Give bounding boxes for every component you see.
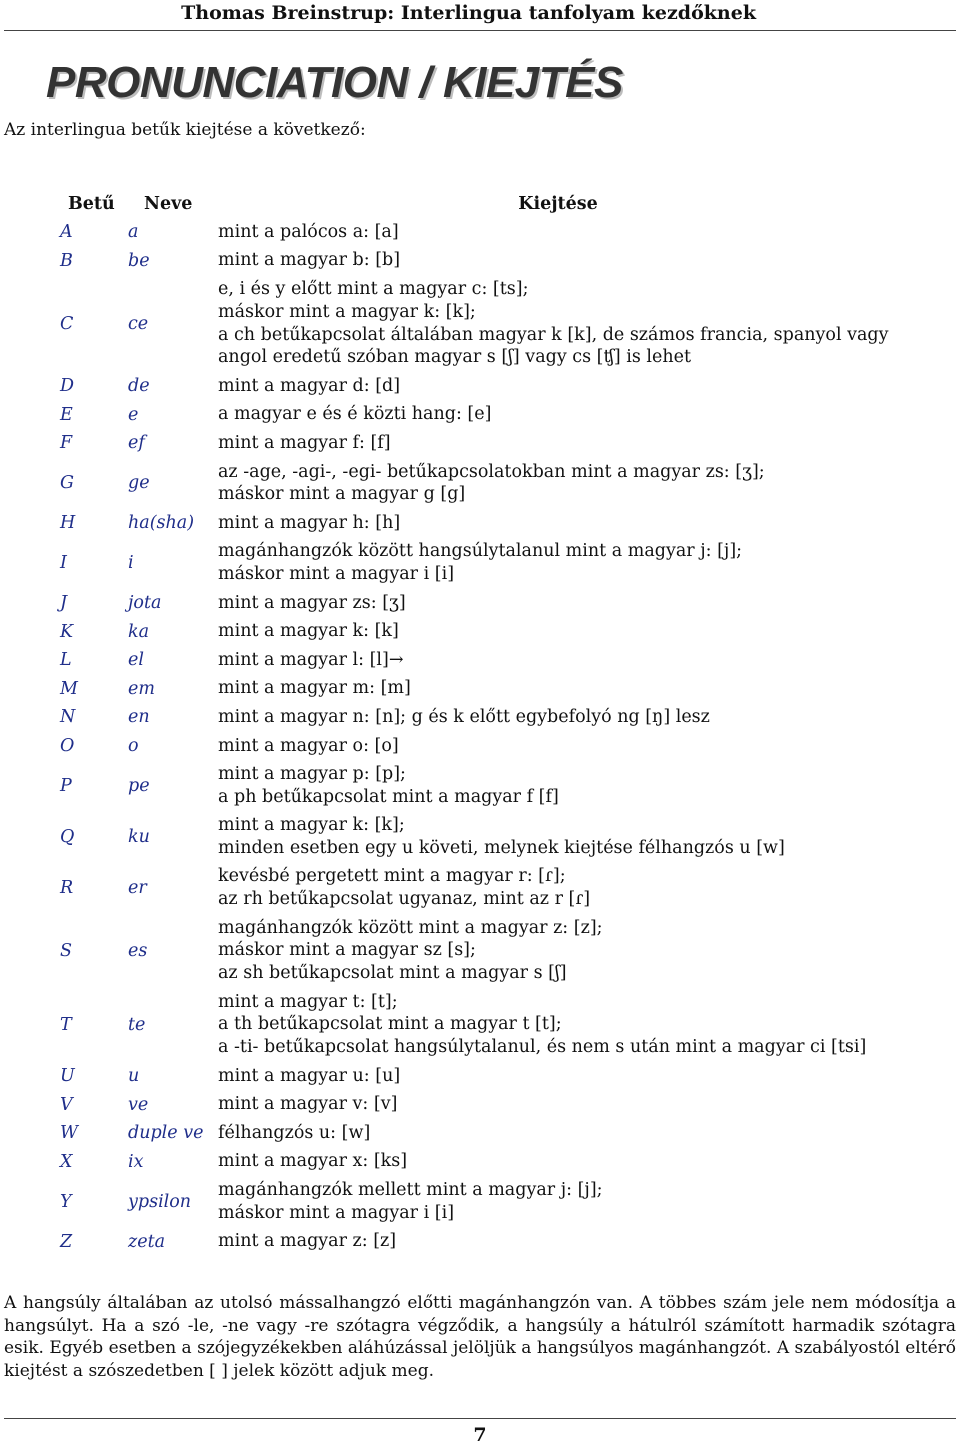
column-header-letter: Betű <box>68 194 115 214</box>
pronunciation-line: mint a magyar b: [b] <box>218 250 401 271</box>
row-pronunciation <box>218 1090 898 1119</box>
row-pronunciation <box>218 218 898 247</box>
table-header-row <box>60 190 898 218</box>
pronunciation-line: az -age, -agi-, -egi- betűkapcsolatokban mint a magyar zs: [ʒ]; <box>218 461 765 482</box>
pronunciation-line: magánhangzók között mint a magyar z: [z]; <box>218 917 603 938</box>
table-row <box>60 1176 898 1227</box>
row-pronunciation <box>218 1227 898 1256</box>
row-pronunciation <box>218 458 898 509</box>
pronunciation-line: a -ti- betűkapcsolat hangsúlytalanul, és nem s után mint a magyar ci [tsi] <box>218 1037 867 1058</box>
row-letter-name: er <box>128 878 147 899</box>
row-pronunciation <box>218 509 898 538</box>
row-letter: M <box>60 678 78 699</box>
pronunciation-line: a ch betűkapcsolat általában magyar k [k], de számos francia, spanyol vagy <box>218 324 889 345</box>
column-header-pronunciation: Kiejtése <box>518 194 598 214</box>
table-row <box>60 218 898 247</box>
pronunciation-line: mint a magyar p: [p]; <box>218 764 406 785</box>
row-letter: K <box>60 621 74 642</box>
row-letter: G <box>60 473 74 494</box>
row-letter-name: jota <box>128 593 162 614</box>
row-letter: F <box>60 433 73 454</box>
row-letter-name: el <box>128 650 144 671</box>
pronunciation-line: mint a palócos a: [a] <box>218 221 399 242</box>
row-letter-name: duple ve <box>128 1123 204 1144</box>
pronunciation-line: máskor mint a magyar g [g] <box>218 484 466 505</box>
row-pronunciation <box>218 1148 898 1177</box>
table-row <box>60 988 898 1062</box>
row-letter: U <box>60 1066 75 1087</box>
row-letter: R <box>60 878 74 899</box>
row-letter-name: be <box>128 250 150 271</box>
row-letter-name: a <box>128 222 139 243</box>
row-letter: A <box>60 222 73 243</box>
table-row <box>60 538 898 589</box>
header-rule <box>4 30 956 31</box>
row-pronunciation <box>218 988 898 1062</box>
row-pronunciation <box>218 863 898 914</box>
pronunciation-table <box>60 190 898 1256</box>
row-letter-name: ku <box>128 827 150 848</box>
pronunciation-line: mint a magyar k: [k]; <box>218 815 405 836</box>
row-pronunciation <box>218 275 898 372</box>
row-letter-name: u <box>128 1066 140 1087</box>
pronunciation-line: mint a magyar z: [z] <box>218 1231 397 1252</box>
row-letter-name: te <box>128 1014 146 1035</box>
row-letter: L <box>60 650 72 671</box>
table-row <box>60 1227 898 1256</box>
page-title: PRONUNCIATION / KIEJTÉS <box>46 58 623 107</box>
pronunciation-line: mint a magyar f: [f] <box>218 433 391 454</box>
row-pronunciation <box>218 401 898 430</box>
row-letter: Q <box>60 827 75 848</box>
row-letter: V <box>60 1094 73 1115</box>
pronunciation-line: mint a magyar k: [k] <box>218 621 399 642</box>
pronunciation-line: máskor mint a magyar k: [k]; <box>218 301 476 322</box>
row-pronunciation <box>218 646 898 675</box>
pronunciation-line: máskor mint a magyar sz [s]; <box>218 940 476 961</box>
row-letter: H <box>60 513 76 534</box>
table-row <box>60 247 898 276</box>
pronunciation-line: mint a magyar v: [v] <box>218 1094 398 1115</box>
row-letter: J <box>60 593 68 614</box>
table-row <box>60 372 898 401</box>
pronunciation-line: a magyar e és é közti hang: [e] <box>218 404 492 425</box>
pronunciation-line: mint a magyar d: [d] <box>218 375 401 396</box>
table-row <box>60 617 898 646</box>
pronunciation-line: a th betűkapcsolat mint a magyar t [t]; <box>218 1014 562 1035</box>
row-letter-name: es <box>128 940 148 961</box>
row-letter-name: ve <box>128 1094 149 1115</box>
row-pronunciation <box>218 1119 898 1148</box>
table-row <box>60 863 898 914</box>
row-letter-name: de <box>128 376 150 397</box>
row-letter: B <box>60 250 73 271</box>
table-row <box>60 275 898 372</box>
row-letter: I <box>60 553 67 574</box>
table-row <box>60 675 898 704</box>
row-pronunciation <box>218 1176 898 1227</box>
row-pronunciation <box>218 675 898 704</box>
row-pronunciation <box>218 732 898 761</box>
pronunciation-line: e, i és y előtt mint a magyar c: [ts]; <box>218 278 529 299</box>
intro-text: Az interlingua betűk kiejtése a következő: <box>4 120 366 140</box>
row-letter: O <box>60 735 75 756</box>
row-pronunciation <box>218 1062 898 1091</box>
row-pronunciation <box>218 811 898 862</box>
row-pronunciation <box>218 703 898 732</box>
table-row <box>60 509 898 538</box>
row-letter-name: ix <box>128 1151 144 1172</box>
pronunciation-line: mint a magyar m: [m] <box>218 678 411 699</box>
row-letter-name: ef <box>128 433 145 454</box>
table-row <box>60 760 898 811</box>
row-letter-name: o <box>128 735 139 756</box>
table-row <box>60 811 898 862</box>
row-pronunciation <box>218 760 898 811</box>
row-letter-name: em <box>128 678 155 699</box>
row-pronunciation <box>218 247 898 276</box>
row-letter: W <box>60 1123 78 1144</box>
row-letter-name: ce <box>128 313 149 334</box>
row-letter: Y <box>60 1191 72 1212</box>
table-row <box>60 1090 898 1119</box>
row-letter: E <box>60 404 73 425</box>
row-pronunciation <box>218 617 898 646</box>
pronunciation-line: minden esetben egy u követi, melynek kiejtése félhangzós u [w] <box>218 838 785 859</box>
table-row <box>60 589 898 618</box>
row-letter-name: ha(sha) <box>128 513 195 534</box>
pronunciation-line: mint a magyar o: [o] <box>218 735 399 756</box>
row-letter: N <box>60 707 76 728</box>
pronunciation-line: mint a magyar x: [ks] <box>218 1151 408 1172</box>
column-header-name: Neve <box>144 194 193 214</box>
stress-note-paragraph: A hangsúly általában az utolsó mássalhangzó előtti magánhangzón van. A többes szám jele nem módosítja a hangsúlyt. Ha a szó -le, -ne vagy -re szótagra végződik, a hangsúly a hátulról számított harmadik szótagra esik. Egyéb esetben a szójegyzékekben aláhúzással jelöljük a hangsúlyos magánhangzót. A szabályostól eltérő kiejtést a szószedetben [ ] jelek között adjuk meg. <box>4 1293 956 1381</box>
table-row <box>60 646 898 675</box>
table-row <box>60 1119 898 1148</box>
row-letter-name: i <box>128 553 134 574</box>
pronunciation-line: mint a magyar u: [u] <box>218 1065 401 1086</box>
pronunciation-line: mint a magyar l: [l]→ <box>218 649 404 670</box>
row-letter-name: zeta <box>128 1231 166 1252</box>
table-row <box>60 429 898 458</box>
row-pronunciation <box>218 429 898 458</box>
table-row <box>60 1148 898 1177</box>
table-row <box>60 703 898 732</box>
row-letter-name: e <box>128 404 139 425</box>
pronunciation-line: mint a magyar zs: [ʒ] <box>218 592 406 613</box>
page-number: 7 <box>473 1424 487 1446</box>
pronunciation-line: máskor mint a magyar i [i] <box>218 1202 455 1223</box>
table-row <box>60 732 898 761</box>
row-pronunciation <box>218 589 898 618</box>
table-row <box>60 458 898 509</box>
pronunciation-line: a ph betűkapcsolat mint a magyar f [f] <box>218 786 559 807</box>
pronunciation-line: angol eredetű szóban magyar s [ʃ] vagy cs [ʧ] is lehet <box>218 347 692 368</box>
row-pronunciation <box>218 538 898 589</box>
pronunciation-line: máskor mint a magyar i [i] <box>218 564 455 585</box>
running-header: Thomas Breinstrup: Interlingua tanfolyam kezdőknek <box>181 2 756 24</box>
pronunciation-line: az rh betűkapcsolat ugyanaz, mint az r [ɾ] <box>218 889 591 910</box>
table-row <box>60 914 898 988</box>
row-letter-name: ypsilon <box>128 1191 192 1212</box>
pronunciation-line: mint a magyar t: [t]; <box>218 991 398 1012</box>
pronunciation-line: kevésbé pergetett mint a magyar r: [ɾ]; <box>218 866 566 887</box>
row-pronunciation <box>218 914 898 988</box>
row-letter: P <box>60 775 72 796</box>
row-letter-name: ge <box>128 473 150 494</box>
row-letter: Z <box>60 1231 73 1252</box>
pronunciation-line: magánhangzók között hangsúlytalanul mint a magyar j: [j]; <box>218 541 743 562</box>
table-row <box>60 1062 898 1091</box>
row-letter: C <box>60 313 74 334</box>
row-letter-name: ka <box>128 621 150 642</box>
row-letter: T <box>60 1014 72 1035</box>
pronunciation-line: az sh betűkapcsolat mint a magyar s [ʃ] <box>218 963 567 984</box>
table-row <box>60 401 898 430</box>
row-letter: D <box>60 376 75 397</box>
row-letter: X <box>60 1151 73 1172</box>
row-letter: S <box>60 940 72 961</box>
pronunciation-line: mint a magyar n: [n]; g és k előtt egybefolyó ng [ŋ] lesz <box>218 706 710 727</box>
row-letter-name: pe <box>128 775 150 796</box>
pronunciation-line: mint a magyar h: [h] <box>218 512 401 533</box>
footer-rule <box>4 1418 956 1419</box>
pronunciation-line: félhangzós u: [w] <box>218 1122 371 1143</box>
row-letter-name: en <box>128 707 150 728</box>
pronunciation-line: magánhangzók mellett mint a magyar j: [j]; <box>218 1179 603 1200</box>
row-pronunciation <box>218 372 898 401</box>
